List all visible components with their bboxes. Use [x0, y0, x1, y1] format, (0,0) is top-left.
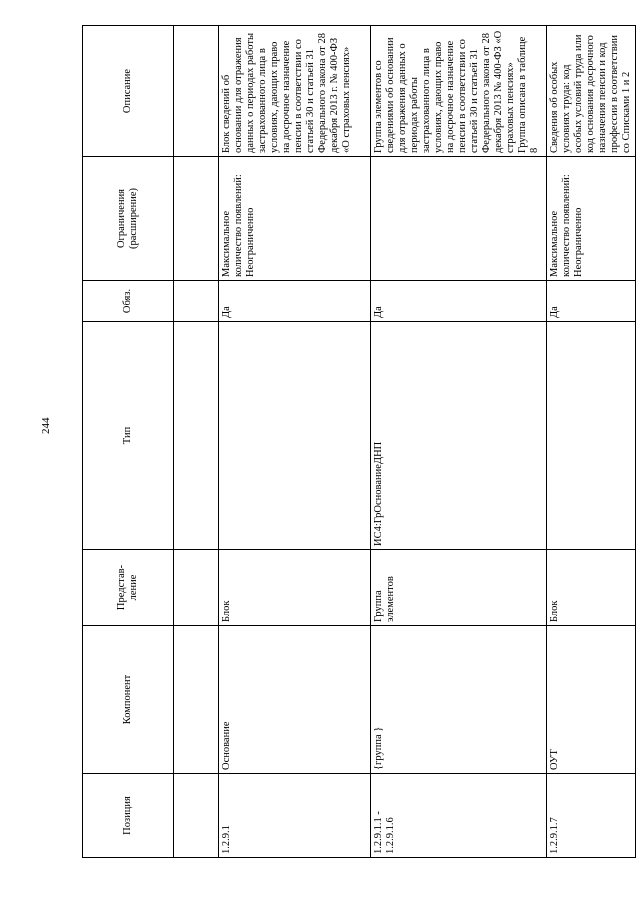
cell-type: ИС4:ГрОснованиеДНП: [371, 322, 547, 550]
page-number: 244: [40, 417, 52, 434]
cell-representation: Блок: [219, 550, 371, 626]
header-description: Описание: [83, 26, 174, 157]
cell-description: Группа элементов со сведениями об основании для отражения данных о периодах работы застрахованного лица в условиях, дающих право на досрочное назначение пенсии в соответствии со статьей 30 и статьей 31 Федерального закона от 28 декабря 2013 № 400-ФЗ «О страховых пенсиях» Группа описана в таблице 8: [371, 26, 547, 157]
blank-row: [174, 26, 219, 858]
cell-description: Блок сведений об основании для отражения данных о периодах работы застрахованного лица в условиях, дающих право на досрочное назначение пенсии в соответствии со статьей 30 и статьей 31 Федерального закона от 28 декабря 2013 г. № 400-ФЗ «О страховых пенсиях»: [219, 26, 371, 157]
spec-table: [82, 25, 636, 858]
cell-position: 1.2.9.1: [219, 774, 371, 858]
header-restrictions: Ограничения (расширение): [83, 157, 174, 281]
cell-position: 1.2.9.1.1 - 1.2.9.1.6: [371, 774, 547, 858]
cell-component: ОУТ: [547, 626, 636, 774]
cell-required: Да: [547, 281, 636, 322]
cell-type: [547, 322, 636, 550]
header-position: Позиция: [83, 774, 174, 858]
cell-restrictions: [371, 157, 547, 281]
header-component: Компонент: [83, 626, 174, 774]
cell-restrictions: Максимальное количество появлений: Неограниченно: [547, 157, 636, 281]
cell-representation: Блок: [547, 550, 636, 626]
cell-component: Основание: [219, 626, 371, 774]
header-type: Тип: [83, 322, 174, 550]
cell-description: Сведения об особых условиях труда: код особых условий труда или код основания досрочного назначения пенсии и код профессии в соответствии со Списками 1 и 2: [547, 26, 636, 157]
table-row: [219, 26, 371, 858]
cell-type: [219, 322, 371, 550]
rotated-table-container: [82, 26, 632, 858]
cell-component: {группа }: [371, 626, 547, 774]
cell-position: 1.2.9.1.7: [547, 774, 636, 858]
cell-representation: Группа элементов: [371, 550, 547, 626]
header-row: [83, 26, 174, 858]
cell-required: Да: [371, 281, 547, 322]
header-required: Обяз.: [83, 281, 174, 322]
table-row: [547, 26, 636, 858]
header-representation: Представ-ление: [83, 550, 174, 626]
cell-restrictions: Максимальное количество появлений: Неограниченно: [219, 157, 371, 281]
table-row: [371, 26, 547, 858]
cell-required: Да: [219, 281, 371, 322]
